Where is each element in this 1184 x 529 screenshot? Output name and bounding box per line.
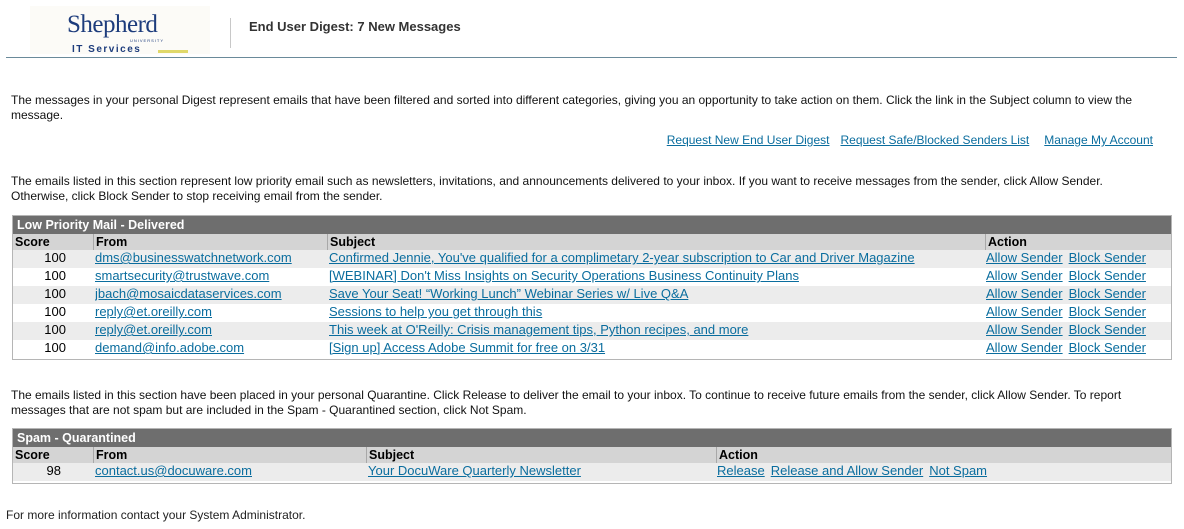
subject-link[interactable]: Confirmed Jennie, You've qualified for a complimetary 2-year subscription to Car and Driver Magazine bbox=[329, 250, 915, 265]
table-row bbox=[13, 340, 1171, 358]
from-cell bbox=[95, 250, 325, 268]
subject-link[interactable]: This week at O'Reilly: Crisis management tips, Python recipes, and more bbox=[329, 322, 749, 337]
subject-link[interactable]: Sessions to help you get through this bbox=[329, 304, 543, 319]
score-cell: 100 bbox=[44, 340, 66, 355]
col-from: From bbox=[93, 234, 327, 250]
subject-link[interactable]: [WEBINAR] Don't Miss Insights on Security Operations Business Continuity Plans bbox=[329, 268, 799, 283]
page-title: End User Digest: 7 New Messages bbox=[249, 19, 461, 34]
block-sender-link[interactable]: Block Sender bbox=[1068, 250, 1146, 265]
col-from: From bbox=[93, 447, 366, 463]
col-action: Action bbox=[716, 447, 1171, 463]
block-sender-link[interactable]: Block Sender bbox=[1068, 322, 1146, 337]
table-row bbox=[13, 286, 1171, 304]
from-cell bbox=[95, 286, 325, 304]
shepherd-logo bbox=[30, 6, 210, 54]
action-cell bbox=[986, 286, 1172, 304]
action-cell bbox=[986, 322, 1172, 340]
from-cell bbox=[95, 322, 325, 340]
score-cell: 100 bbox=[44, 322, 66, 337]
subject-cell bbox=[368, 463, 716, 481]
action-cell bbox=[986, 304, 1172, 322]
subject-cell bbox=[329, 322, 985, 340]
score-cell: 100 bbox=[44, 250, 66, 265]
block-sender-link[interactable]: Block Sender bbox=[1068, 340, 1146, 355]
from-link[interactable]: demand@info.adobe.com bbox=[95, 340, 245, 355]
subject-cell bbox=[329, 268, 985, 286]
action-cell bbox=[717, 463, 1172, 481]
intro-text: The messages in your personal Digest represent emails that have been filtered and sorted into different categories, giving you an opportunity to take action on them. Click the link in the Subject column to view the message. bbox=[11, 93, 1133, 122]
table-row bbox=[13, 463, 1171, 481]
subject-link[interactable]: Save Your Seat! “Working Lunch” Webinar Series w/ Live Q&A bbox=[329, 286, 689, 301]
from-cell bbox=[95, 463, 365, 481]
from-cell bbox=[95, 304, 325, 322]
manage-account-link[interactable]: Manage My Account bbox=[1044, 133, 1153, 147]
spam-table bbox=[12, 428, 1172, 484]
score-cell: 100 bbox=[44, 304, 66, 319]
from-link[interactable]: jbach@mosaicdataservices.com bbox=[95, 286, 282, 301]
from-cell bbox=[95, 268, 325, 286]
not-spam-link[interactable]: Not Spam bbox=[929, 463, 988, 478]
score-cell: 100 bbox=[44, 286, 66, 301]
subject-cell bbox=[329, 286, 985, 304]
table-row bbox=[13, 250, 1171, 268]
low-priority-table bbox=[12, 215, 1172, 360]
block-sender-link[interactable]: Block Sender bbox=[1068, 304, 1146, 319]
action-cell bbox=[986, 250, 1172, 268]
block-sender-link[interactable]: Block Sender bbox=[1068, 286, 1146, 301]
header-rule bbox=[6, 57, 1177, 58]
release-and-allow-sender-link[interactable]: Release and Allow Sender bbox=[770, 463, 924, 478]
low-priority-rows bbox=[13, 250, 1171, 358]
logo-accent-mark bbox=[158, 50, 188, 53]
col-score: Score bbox=[15, 448, 50, 462]
logo-main-text: Shepherd bbox=[67, 11, 158, 38]
allow-sender-link[interactable]: Allow Sender bbox=[986, 268, 1063, 283]
table-row bbox=[13, 304, 1171, 322]
allow-sender-link[interactable]: Allow Sender bbox=[986, 250, 1063, 265]
table-row bbox=[13, 322, 1171, 340]
subject-link[interactable]: Your DocuWare Quarterly Newsletter bbox=[368, 463, 581, 478]
logo-sub-text: IT Services bbox=[72, 44, 142, 55]
subject-cell bbox=[329, 340, 985, 358]
footer-text: For more information contact your System Administrator. bbox=[6, 508, 306, 522]
request-senders-list-link[interactable]: Request Safe/Blocked Senders List bbox=[840, 133, 1030, 147]
subject-link[interactable]: [Sign up] Access Adobe Summit for free on 3/31 bbox=[329, 340, 606, 355]
subject-cell bbox=[329, 304, 985, 322]
logo-university-text: UNIVERSITY bbox=[130, 38, 165, 43]
from-link[interactable]: smartsecurity@trustwave.com bbox=[95, 268, 270, 283]
low-priority-header-row bbox=[13, 234, 1171, 250]
col-subject: Subject bbox=[366, 447, 716, 463]
allow-sender-link[interactable]: Allow Sender bbox=[986, 286, 1063, 301]
allow-sender-link[interactable]: Allow Sender bbox=[986, 304, 1063, 319]
low-priority-description: The emails listed in this section represent low priority email such as newsletters, invitations, and announcements delivered to your inbox. If you want to receive messages from the sender, click Allow Sender. Otherwise, click Block Sender to stop receiving email from the sender. bbox=[11, 174, 1103, 203]
top-links bbox=[667, 133, 1153, 147]
spam-title: Spam - Quarantined bbox=[13, 429, 1171, 447]
header bbox=[0, 0, 1184, 58]
col-action: Action bbox=[985, 234, 1171, 250]
subject-cell bbox=[329, 250, 985, 268]
col-subject: Subject bbox=[327, 234, 985, 250]
release-link[interactable]: Release bbox=[717, 463, 765, 478]
col-score: Score bbox=[15, 235, 50, 249]
spam-rows bbox=[13, 463, 1171, 481]
from-link[interactable]: reply@et.oreilly.com bbox=[95, 322, 212, 337]
from-link[interactable]: dms@businesswatchnetwork.com bbox=[95, 250, 292, 265]
low-priority-title: Low Priority Mail - Delivered bbox=[13, 216, 1171, 234]
block-sender-link[interactable]: Block Sender bbox=[1068, 268, 1146, 283]
from-link[interactable]: contact.us@docuware.com bbox=[95, 463, 252, 478]
score-cell: 100 bbox=[44, 268, 66, 283]
table-row bbox=[13, 268, 1171, 286]
request-digest-link[interactable]: Request New End User Digest bbox=[666, 133, 830, 147]
from-link[interactable]: reply@et.oreilly.com bbox=[95, 304, 212, 319]
allow-sender-link[interactable]: Allow Sender bbox=[986, 340, 1063, 355]
header-divider bbox=[230, 18, 231, 48]
spam-description: The emails listed in this section have been placed in your personal Quarantine. Click Release to deliver the email to your inbox. To continue to receive future emails from the sender, click Allow Sender. To report messages that are not spam but are included in the Spam - Quarantined section, click Not Spam. bbox=[11, 388, 1122, 417]
spam-header-row bbox=[13, 447, 1171, 463]
action-cell bbox=[986, 340, 1172, 358]
from-cell bbox=[95, 340, 325, 358]
score-cell: 98 bbox=[46, 463, 61, 478]
allow-sender-link[interactable]: Allow Sender bbox=[986, 322, 1063, 337]
action-cell bbox=[986, 268, 1172, 286]
